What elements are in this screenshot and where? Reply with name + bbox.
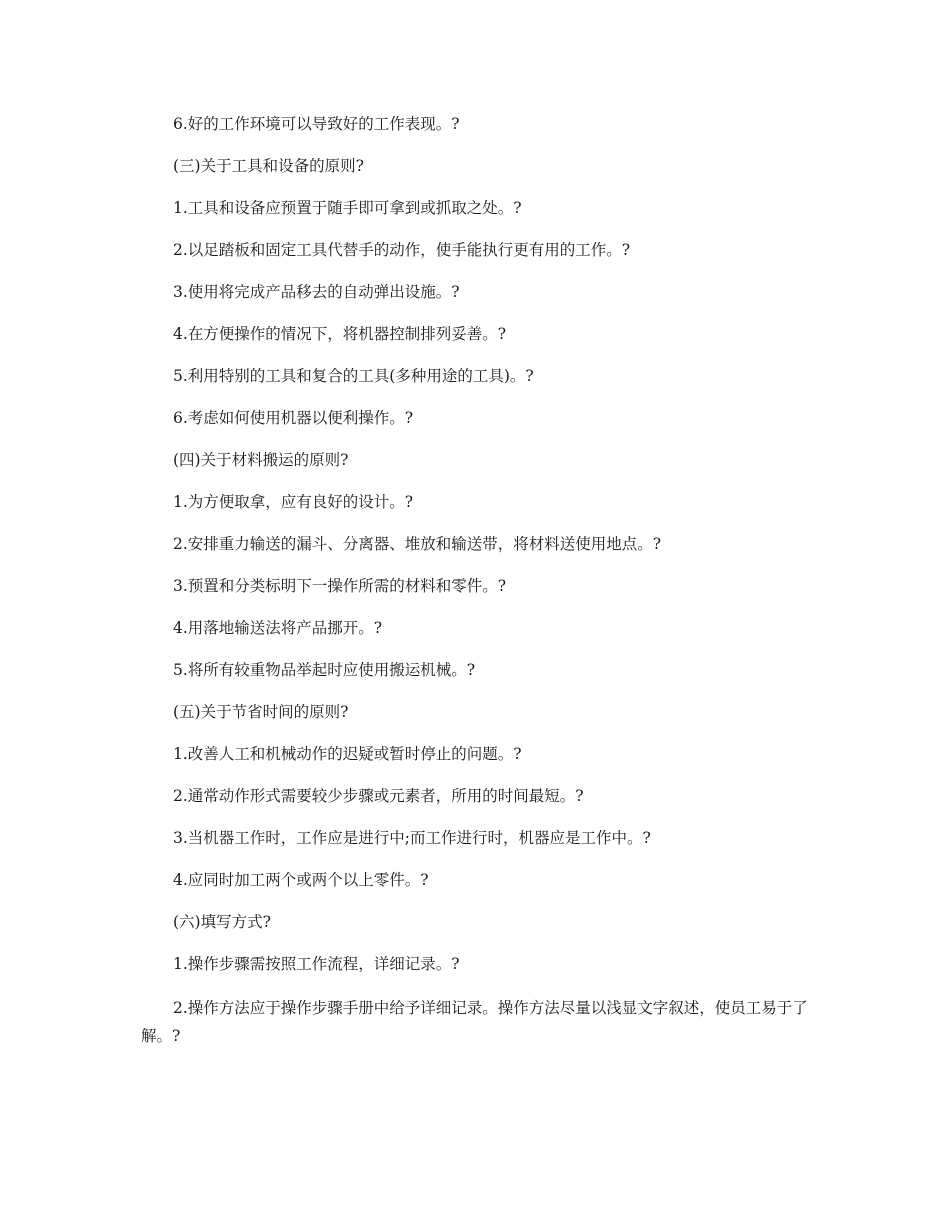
section-heading-3: (三)关于工具和设备的原则?: [173, 157, 364, 175]
paragraph-13: 4.用落地输送法将产品挪开。?: [173, 619, 383, 637]
section-heading-6: (六)填写方式?: [173, 913, 271, 931]
paragraph-12: 3.预置和分类标明下一操作所需的材料和零件。?: [173, 577, 507, 595]
document-body: [141, 112, 809, 1068]
paragraph-22: 2.操作方法应于操作步骤手册中给予详细记录。操作方法尽量以浅显文字叙述，使员工易于了解。?: [141, 999, 808, 1045]
paragraph-4: 2.以足踏板和固定工具代替手的动作，使手能执行更有用的工作。?: [173, 241, 631, 259]
paragraph-21: 1.操作步骤需按照工作流程，详细记录。?: [173, 955, 460, 973]
paragraph-7: 5.利用特别的工具和复合的工具(多种用途的工具)。?: [173, 367, 534, 385]
paragraph-10: 1.为方便取拿，应有良好的设计。?: [173, 493, 414, 511]
paragraph-16: 1.改善人工和机械动作的迟疑或暂时停止的问题。?: [173, 745, 522, 763]
section-heading-4: (四)关于材料搬运的原则?: [173, 451, 349, 469]
paragraph-19: 4.应同时加工两个或两个以上零件。?: [173, 871, 429, 889]
paragraph-6: 4.在方便操作的情况下，将机器控制排列妥善。?: [173, 325, 507, 343]
paragraph-5: 3.使用将完成产品移去的自动弹出设施。?: [173, 283, 460, 301]
paragraph-8: 6.考虑如何使用机器以便利操作。?: [173, 409, 414, 427]
paragraph-3: 1.工具和设备应预置于随手即可拿到或抓取之处。?: [173, 199, 522, 217]
paragraph-17: 2.通常动作形式需要较少步骤或元素者，所用的时间最短。?: [173, 787, 584, 805]
paragraph-1: 6.好的工作环境可以导致好的工作表现。?: [173, 115, 460, 133]
section-heading-5: (五)关于节省时间的原则?: [173, 703, 349, 721]
paragraph-11: 2.安排重力输送的漏斗、分离器、堆放和输送带，将材料送使用地点。?: [173, 535, 662, 553]
paragraph-18: 3.当机器工作时，工作应是进行中;而工作进行时，机器应是工作中。?: [173, 829, 651, 847]
paragraph-14: 5.将所有较重物品举起时应使用搬运机械。?: [173, 661, 476, 679]
